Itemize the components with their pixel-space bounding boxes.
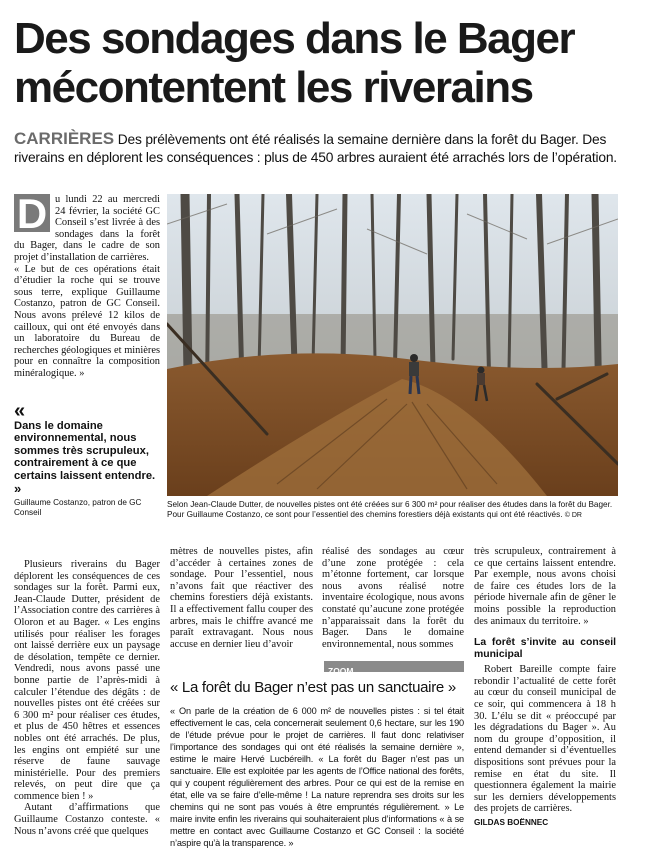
deck-text: Des prélèvements ont été réalisés la semaine dernière dans la forêt du Bager. Des riverains en déplorent les conséquences : plus de 450 arbres auraient été arrachés lors de l’opération. bbox=[14, 132, 617, 165]
pull-quote bbox=[14, 400, 160, 518]
pull-quote-text: Dans le domaine environnemental, nous sommes très scrupuleux, contrairement à ce que certains laissent entendre. bbox=[14, 420, 156, 482]
byline: GILDAS BOËNNEC bbox=[474, 817, 549, 827]
headline bbox=[14, 14, 654, 112]
photo-caption bbox=[167, 500, 618, 521]
subhead-conseil-municipal: La forêt s’invite au conseil municipal bbox=[474, 637, 616, 661]
zoom-bar bbox=[324, 661, 464, 676]
column-1-lower bbox=[14, 559, 160, 837]
quote-open-mark: « bbox=[14, 400, 26, 422]
quote-close-mark: » bbox=[14, 481, 22, 497]
zoom-title: « La forêt du Bager n’est pas un sanctuaire » bbox=[170, 679, 456, 696]
photo-credit: © DR bbox=[564, 512, 582, 519]
column-2 bbox=[170, 546, 313, 650]
paragraph-3: Plusieurs riverains du Bager déplorent les conséquences de ces sondages sur la forêt. Parmi eux, Jean-Claude Dutter, président de l’Association contre des carrières à Oloron et au Bager. « Les engins utilisés pour réaliser les forages ont laissé derrière eux un paysage de désolation, tempête ce dernier. Vendredi, nous avons passé une bonne partie de l’après-midi à calculer l’étendue des dégâts : de nouvelles pistes ont été créées sur 6 300 m² pour réaliser ces études, et plus de 450 hêtres et essences nobles ont été arrachés. De plus, les engins ont empiété sur une réserve de faune sauvage ministérielle. Pour des premiers relevés, on peut dire que ça commence bien ! » bbox=[14, 559, 160, 802]
column-4-text: très scrupuleux, contrairement à ce que certains laissent entendre. Par exemple, nous avons choisi de faire ces études lors de la période hivernale afin de gêner le moins possible la reproduction des animaux du territoire. » bbox=[474, 546, 616, 627]
paragraph-2: « Le but de ces opérations était d’étudier la roche qui se trouve sous terre, explique Guillaume Costanzo, patron de GC Conseil. Nous avons prélevé 12 kilos de cailloux, qui ont été envoyés dans un laboratoire du Bureau de recherches géologiques et minières pour en connaître la composition minéralogique. » bbox=[14, 263, 160, 379]
zoom-body: « On parle de la création de 6 000 m² de nouvelles pistes : si tel était effectivement le cas, cela concernerait seulement 0,6 hectare, sur les 190 de l’étude prévue pour le projet de carrières. Il faut donc relativiser l’importance des sondages qui ont été réalisés la semaine dernière », estime le maire Hervé Lucbéreilh. « La forêt du Bager n’est pas un sanctuaire. Elle est exploitée par les agents de l’Office national des forêts, qui y coupent régulièrement des arbres. Pour ce qui est de la remise en état, elle va se faire d’elle-même ! La nature reprendra ses droits sur les chemins qui ne sont pas voués à être empruntés régulièrement. » Le maire invite enfin les riverains qui souhaiteraient plus d’informations « à se mettre en contact avec Guillaume Costanzo et GC Conseil : la société n’aspire qu’à la transparence. » bbox=[170, 706, 464, 848]
intro-paragraph: u lundi 22 au mercredi 24 février, la société GC Conseil s’est livrée à des sondages dans la forêt du Bager, dans le cadre de son projet d’installation de carrières. bbox=[14, 194, 160, 263]
forest-photo-illustration bbox=[167, 194, 618, 496]
column-2-text: mètres de nouvelles pistes, afin d’accéder à certaines zones de sondage. Pour l’essentiel, nous n’avons fait que réactiver des chemins forestiers déjà existants. Il a effectivement fallu couper des arbres, mais le chiffre avancé me paraît extravagant. Nous nous accuse en dernier lieu d’avoir bbox=[170, 546, 313, 650]
column-3-text: réalisé des sondages au cœur d’une zone protégée : cela m’étonne fortement, car lorsque nous avons réalisé notre inventaire écologique, nous avons constaté qu’aucune zone protégée n’apparaissait dans la forêt du Bager. Dans le domaine environnemental, nous sommes bbox=[322, 546, 464, 650]
dropcap: D bbox=[14, 194, 50, 232]
caption-text: Selon Jean-Claude Dutter, de nouvelles pistes ont été créées sur 6 300 m² pour réaliser des études dans la forêt du Bager. Pour Guillaume Costanzo, ce sont pour l’essentiel des chemins forestiers déjà existants qui ont été réactivés. bbox=[167, 500, 613, 519]
paragraph-4: Autant d’affirmations que Guillaume Costanzo conteste. « Nous n’avons créé que quelques bbox=[14, 802, 160, 837]
deck bbox=[14, 130, 644, 167]
forest-photo bbox=[167, 194, 618, 496]
pull-quote-attribution: Guillaume Costanzo, patron de GC Conseil bbox=[14, 498, 142, 518]
column-3 bbox=[322, 546, 464, 650]
zoom-label: ZOOM bbox=[328, 666, 354, 676]
headline-line-2: mécontentent les riverains bbox=[14, 63, 533, 112]
column-1-upper bbox=[14, 190, 160, 380]
headline-line-1: Des sondages dans le Bager bbox=[14, 14, 575, 63]
kicker: CARRIÈRES bbox=[14, 129, 115, 148]
column-4-paragraph-2: Robert Bareille compte faire rebondir l’actualité de cette forêt au cœur du conseil municipal de ce soir, qui commencera à 18 h 30. L’élu se dit « préoccupé par les dégradations du Bager ». Au nom du groupe d’opposition, il entend demander si d’éventuelles dispositions sont prévues pour la remise en état du site. Il questionnera également la mairie sur les derniers développements des projets de carrières. bbox=[474, 664, 616, 815]
column-4 bbox=[474, 546, 616, 828]
